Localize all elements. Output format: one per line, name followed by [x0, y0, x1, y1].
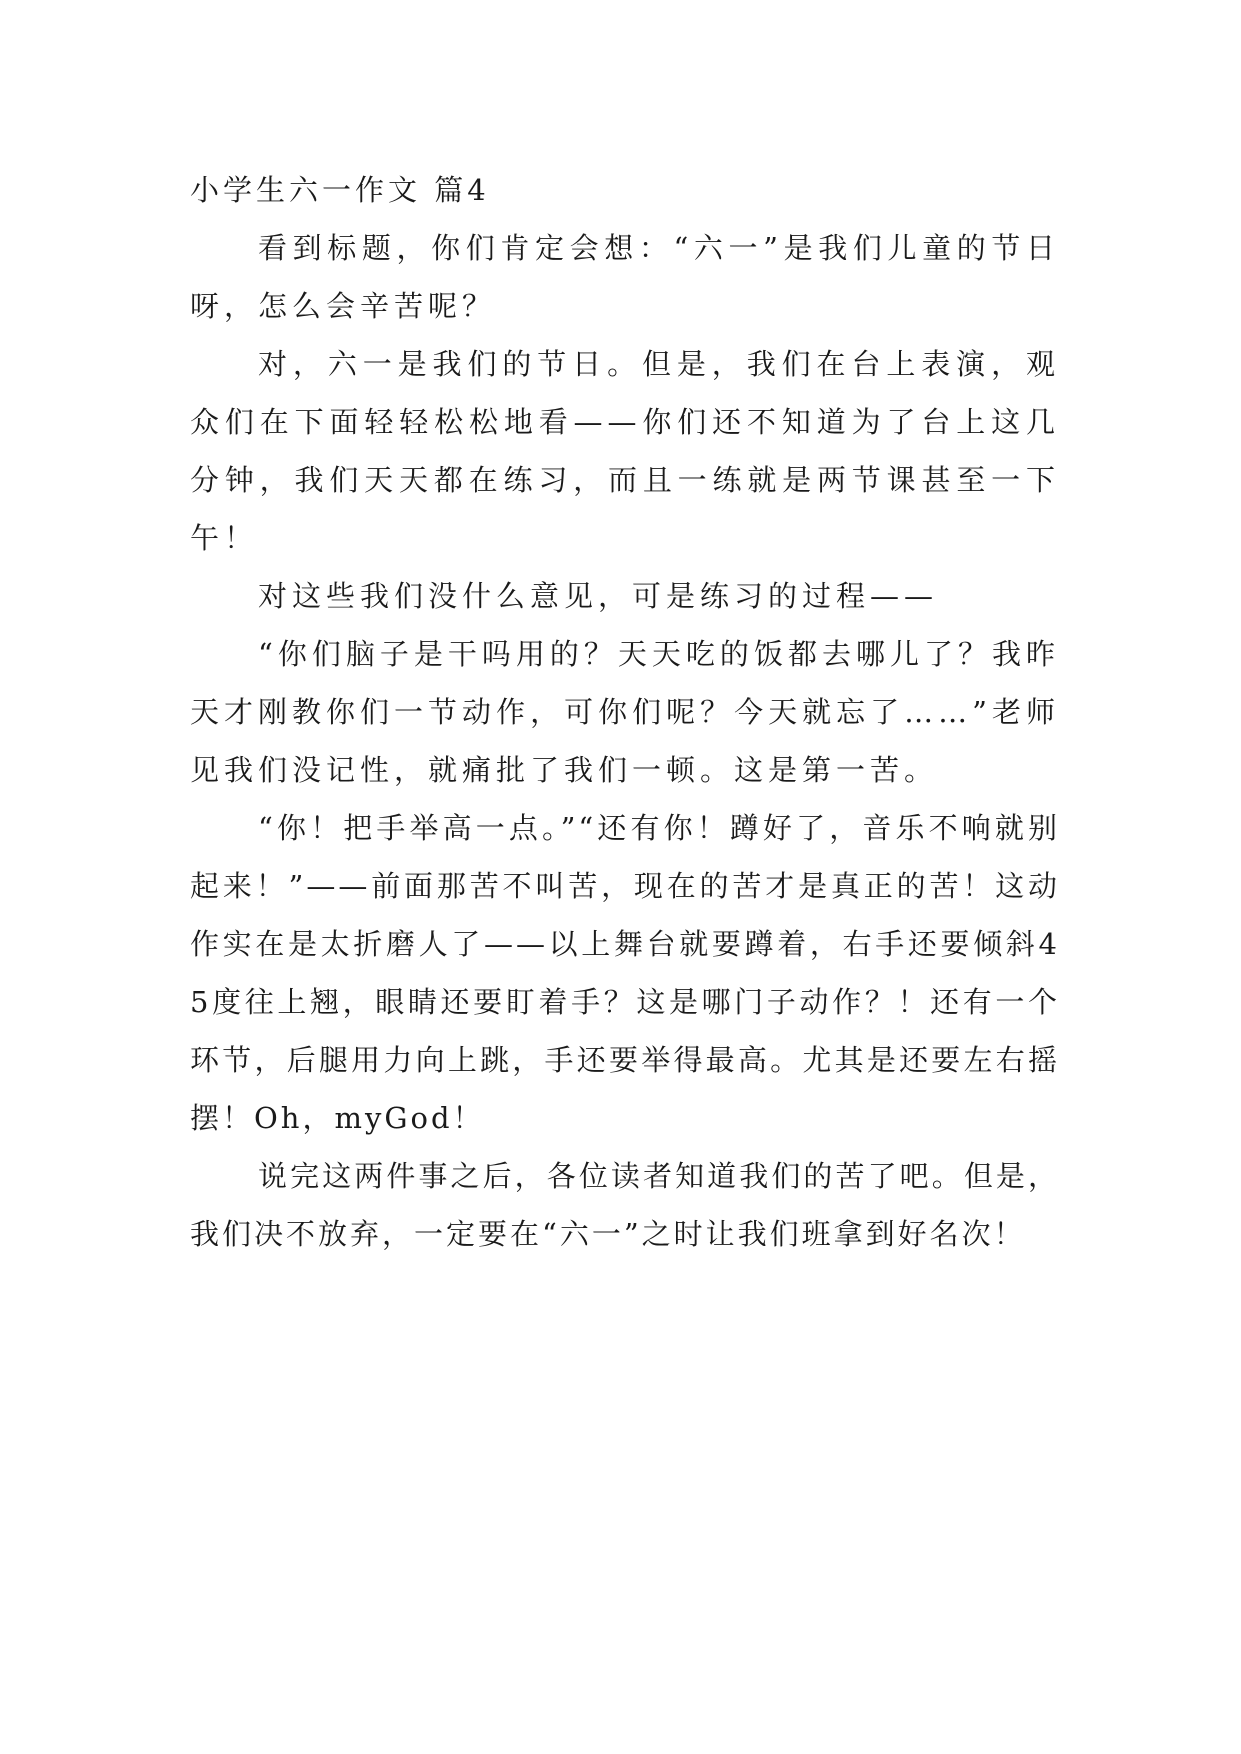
paragraph-conclusion: 说完这两件事之后，各位读者知道我们的苦了吧。但是，我们决不放弃，一定要在“六一”之时让我们班拿到好名次！ — [190, 1159, 1060, 1251]
paragraph-teacher-quote: “你们脑子是干吗用的？天天吃的饭都去哪儿了？我昨天才刚教你们一节动作，可你们呢？今天就忘了……”老师见我们没记性，就痛批了我们一顿。这是第一苦。 — [190, 637, 1060, 787]
paragraph-intro: 看到标题，你们肯定会想：“六一”是我们儿童的节日呀，怎么会辛苦呢？ — [190, 231, 1060, 323]
paragraph-practice: 对这些我们没什么意见，可是练习的过程—— — [258, 579, 939, 613]
paragraph-dance-moves: “你！把手举高一点。”“还有你！蹲好了，音乐不响就别起来！”——前面那苦不叫苦，现在的苦才是真正的苦！这动作实在是太折磨人了——以上舞台就要蹲着，右手还要倾斜45度往上翘，眼睛还要盯着手？这是哪门子动作？！还有一个环节，后腿用力向上跳，手还要举得最高。尤其是还要左右摇摆！Oh，myGod！ — [190, 811, 1060, 1135]
essay-title: 小学生六一作文 篇4 — [190, 173, 490, 207]
paragraph-performance: 对，六一是我们的节日。但是，我们在台上表演，观众们在下面轻轻松松地看——你们还不知道为了台上这几分钟，我们天天都在练习，而且一练就是两节课甚至一下午！ — [190, 347, 1060, 555]
document-body — [190, 161, 1060, 1263]
